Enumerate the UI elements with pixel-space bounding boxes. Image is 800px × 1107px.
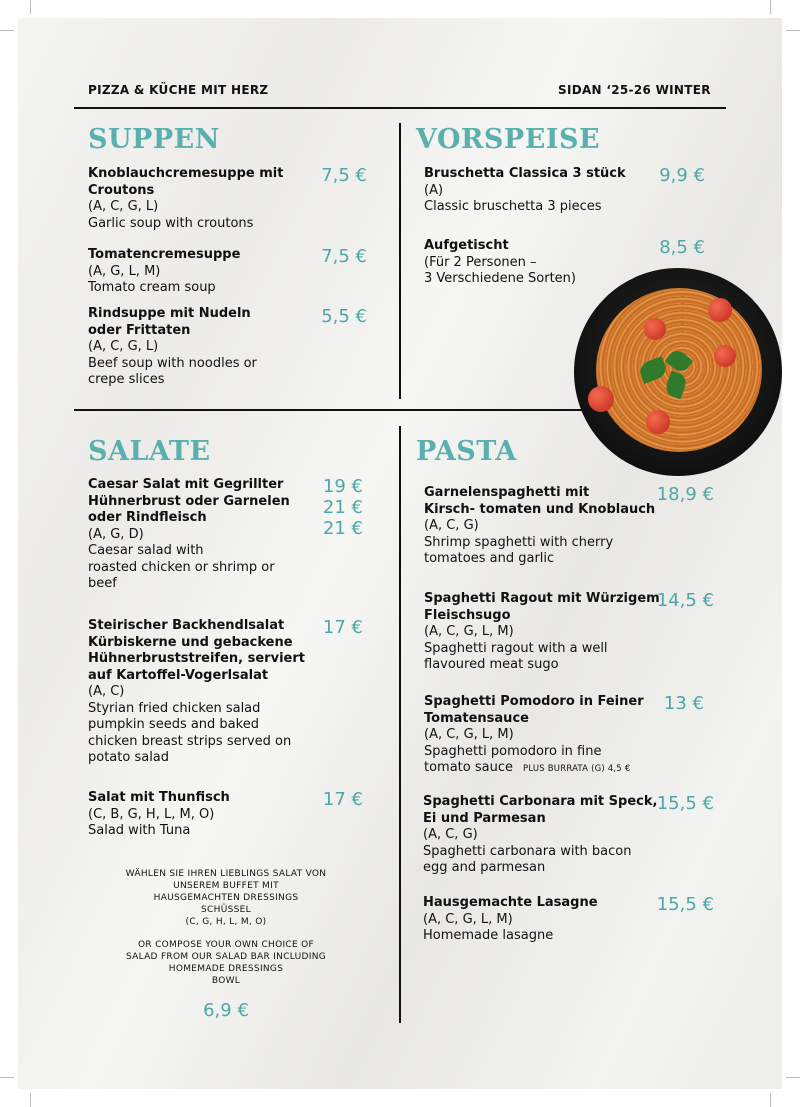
section-title-pasta: PASTA [416, 436, 517, 467]
tomato-image [646, 410, 670, 434]
item-description: Spaghetti ragout with a well [424, 640, 608, 656]
menu-item [88, 247, 240, 297]
item-allergens: (A, C, G, L, M) [423, 911, 513, 927]
item-price: 7,5 € [321, 165, 367, 186]
item-description: Salad with Tuna [88, 823, 191, 838]
item-name: Ei und Parmesan [423, 810, 546, 826]
item-name: Rindsuppe mit Nudeln [88, 306, 251, 321]
item-price: 5,5 € [321, 306, 367, 327]
menu-item [88, 790, 230, 840]
item-name: Caesar Salat mit Gegrillter [88, 477, 284, 492]
menu-item [88, 306, 257, 389]
item-allergens: (A, G, L, M) [88, 263, 161, 279]
item-price: 15,5 € [656, 793, 714, 814]
item-name: Hausgemachte Lasagne [423, 895, 598, 910]
item-allergens: (A) [424, 182, 444, 198]
item-name: Croutons [88, 182, 155, 198]
item-description: Spaghetti pomodoro in fine [424, 743, 602, 759]
crop-mark [30, 0, 31, 14]
crop-mark [770, 1093, 771, 1107]
header-tagline: PIZZA & KÜCHE MIT HERZ [88, 83, 269, 97]
item-description: egg and parmesan [423, 860, 546, 875]
menu-item [424, 166, 626, 216]
tomato-image [588, 386, 614, 412]
menu-item [88, 618, 305, 767]
item-name: auf Kartoffel-Vogerlsalat [88, 667, 269, 683]
item-allergens: (A, C, G, L) [88, 339, 159, 354]
salad-buffet-price: 6,9 € [203, 1000, 249, 1021]
tomato-image [644, 318, 666, 340]
salad-buffet-note-en [96, 939, 356, 987]
item-price: 13 € [663, 693, 704, 714]
crop-mark [786, 1077, 800, 1078]
item-description: chicken breast strips served on [88, 733, 292, 749]
crop-mark [770, 0, 771, 14]
item-price: 17 € [322, 789, 363, 810]
item-allergens: (A, C, G, L) [88, 199, 159, 214]
item-name: oder Rindfleisch [88, 510, 207, 525]
salad-buffet-note-de [96, 868, 356, 928]
item-description: Styrian fried chicken salad [88, 700, 261, 716]
item-allergens: (A, C) [88, 684, 125, 699]
menu-item [88, 477, 290, 593]
item-name: Knoblauchcremesuppe mit [88, 166, 284, 181]
item-name: Fleischsugo [424, 607, 511, 623]
item-description: Tomato cream soup [88, 280, 216, 295]
menu-item [424, 485, 655, 568]
item-name: Bruschetta Classica 3 stück [424, 166, 626, 181]
crop-mark [0, 30, 14, 31]
item-allergens: (A, C, G) [424, 518, 479, 533]
item-description: tomato sauce [424, 760, 513, 775]
item-description: pumpkin seeds and baked [88, 717, 259, 732]
item-name: Tomatensauce [424, 710, 529, 726]
item-description: Classic bruschetta 3 pieces [424, 199, 602, 214]
note-line: HOMEMADE DRESSINGS [168, 964, 284, 974]
item-description: Spaghetti carbonara with bacon [423, 843, 632, 859]
item-allergens: (C, B, G, H, L, M, O) [88, 806, 215, 822]
menu-item [424, 591, 660, 674]
item-allergens: (A, C, G, L, M) [424, 624, 514, 639]
item-price: 9,9 € [659, 165, 705, 186]
item-name: oder Frittaten [88, 322, 191, 338]
item-allergens: (A, C, G, L, M) [424, 727, 514, 742]
section-title-suppen: SUPPEN [88, 124, 220, 155]
crop-mark [0, 1077, 14, 1078]
tomato-image [708, 298, 732, 322]
header-rule [74, 107, 726, 109]
tomato-image [714, 345, 736, 367]
menu-item [88, 166, 283, 232]
item-name: Hühnerbruststreifen, serviert [88, 651, 305, 666]
note-line: SALAD FROM OUR SALAD BAR INCLUDING [125, 952, 327, 962]
item-name: Spaghetti Pomodoro in Feiner [424, 694, 644, 709]
item-name: Steirischer Backhendlsalat [88, 618, 285, 633]
note-line: (C, G, H, L, M, O) [185, 917, 267, 927]
item-name: Salat mit Thunfisch [88, 790, 230, 805]
crop-mark [786, 30, 800, 31]
note-line: WÄHLEN SIE IHREN LIEBLINGS SALAT VON [125, 869, 327, 879]
item-description: Beef soup with noodles or [88, 355, 257, 371]
note-line: UNSEREM BUFFET MIT [173, 881, 279, 891]
burrata-addon: PLUS BURRATA (G) 4,5 € [523, 764, 631, 774]
item-note: (Für 2 Personen – [424, 254, 537, 270]
item-price: 14,5 € [656, 590, 714, 611]
item-name: Hühnerbrust oder Garnelen [88, 493, 290, 509]
item-description: beef [88, 576, 117, 591]
section-title-vorspeise: VORSPEISE [416, 124, 601, 155]
item-description: flavoured meat sugo [424, 657, 559, 672]
menu-item [423, 895, 598, 945]
item-name: Garnelenspaghetti mit [424, 485, 590, 500]
item-price: 15,5 € [656, 894, 714, 915]
item-description: potato salad [88, 750, 170, 765]
item-price: 17 € [322, 617, 363, 638]
item-price: 18,9 € [656, 484, 714, 505]
item-name: Tomatencremesuppe [88, 247, 241, 262]
item-note: 3 Verschiedene Sorten) [424, 271, 576, 286]
item-description: crepe slices [88, 372, 165, 387]
item-price: 19 € [322, 476, 363, 497]
note-line: BOWL [211, 976, 241, 986]
item-description: roasted chicken or shrimp or [88, 559, 275, 575]
item-allergens: (A, C, G) [423, 827, 478, 842]
note-line: SCHÜSSEL [201, 905, 251, 915]
column-divider-top [399, 123, 401, 399]
item-allergens: (A, G, D) [88, 526, 144, 542]
menu-item [423, 794, 657, 877]
item-description: Shrimp spaghetti with cherry [424, 534, 614, 550]
note-line: OR COMPOSE YOUR OWN CHOICE OF [137, 940, 315, 950]
item-price: 8,5 € [659, 237, 705, 258]
menu-item [424, 238, 576, 288]
column-divider-bottom [399, 426, 401, 1023]
note-line: HAUSGEMACHTEN DRESSINGS [153, 893, 299, 903]
section-title-salate: SALATE [88, 436, 211, 467]
item-description: Caesar salad with [88, 543, 204, 558]
item-description: Garlic soup with croutons [88, 215, 254, 231]
item-name: Spaghetti Ragout mit Würzigem [424, 591, 660, 606]
item-name: Kirsch- tomaten und Knoblauch [424, 501, 656, 517]
item-price: 21 € [322, 497, 363, 518]
item-description: Homemade lasagne [423, 928, 554, 943]
item-price: 21 € [322, 518, 363, 539]
header-season: SIDAN ‘25-26 WINTER [558, 83, 711, 97]
crop-mark [30, 1093, 31, 1107]
item-name: Kürbiskerne und gebackene [88, 634, 293, 650]
item-name: Aufgetischt [424, 238, 509, 253]
section-divider [74, 409, 594, 411]
item-description: tomatoes and garlic [424, 551, 555, 566]
item-name: Spaghetti Carbonara mit Speck, [423, 794, 658, 809]
item-price: 7,5 € [321, 246, 367, 267]
